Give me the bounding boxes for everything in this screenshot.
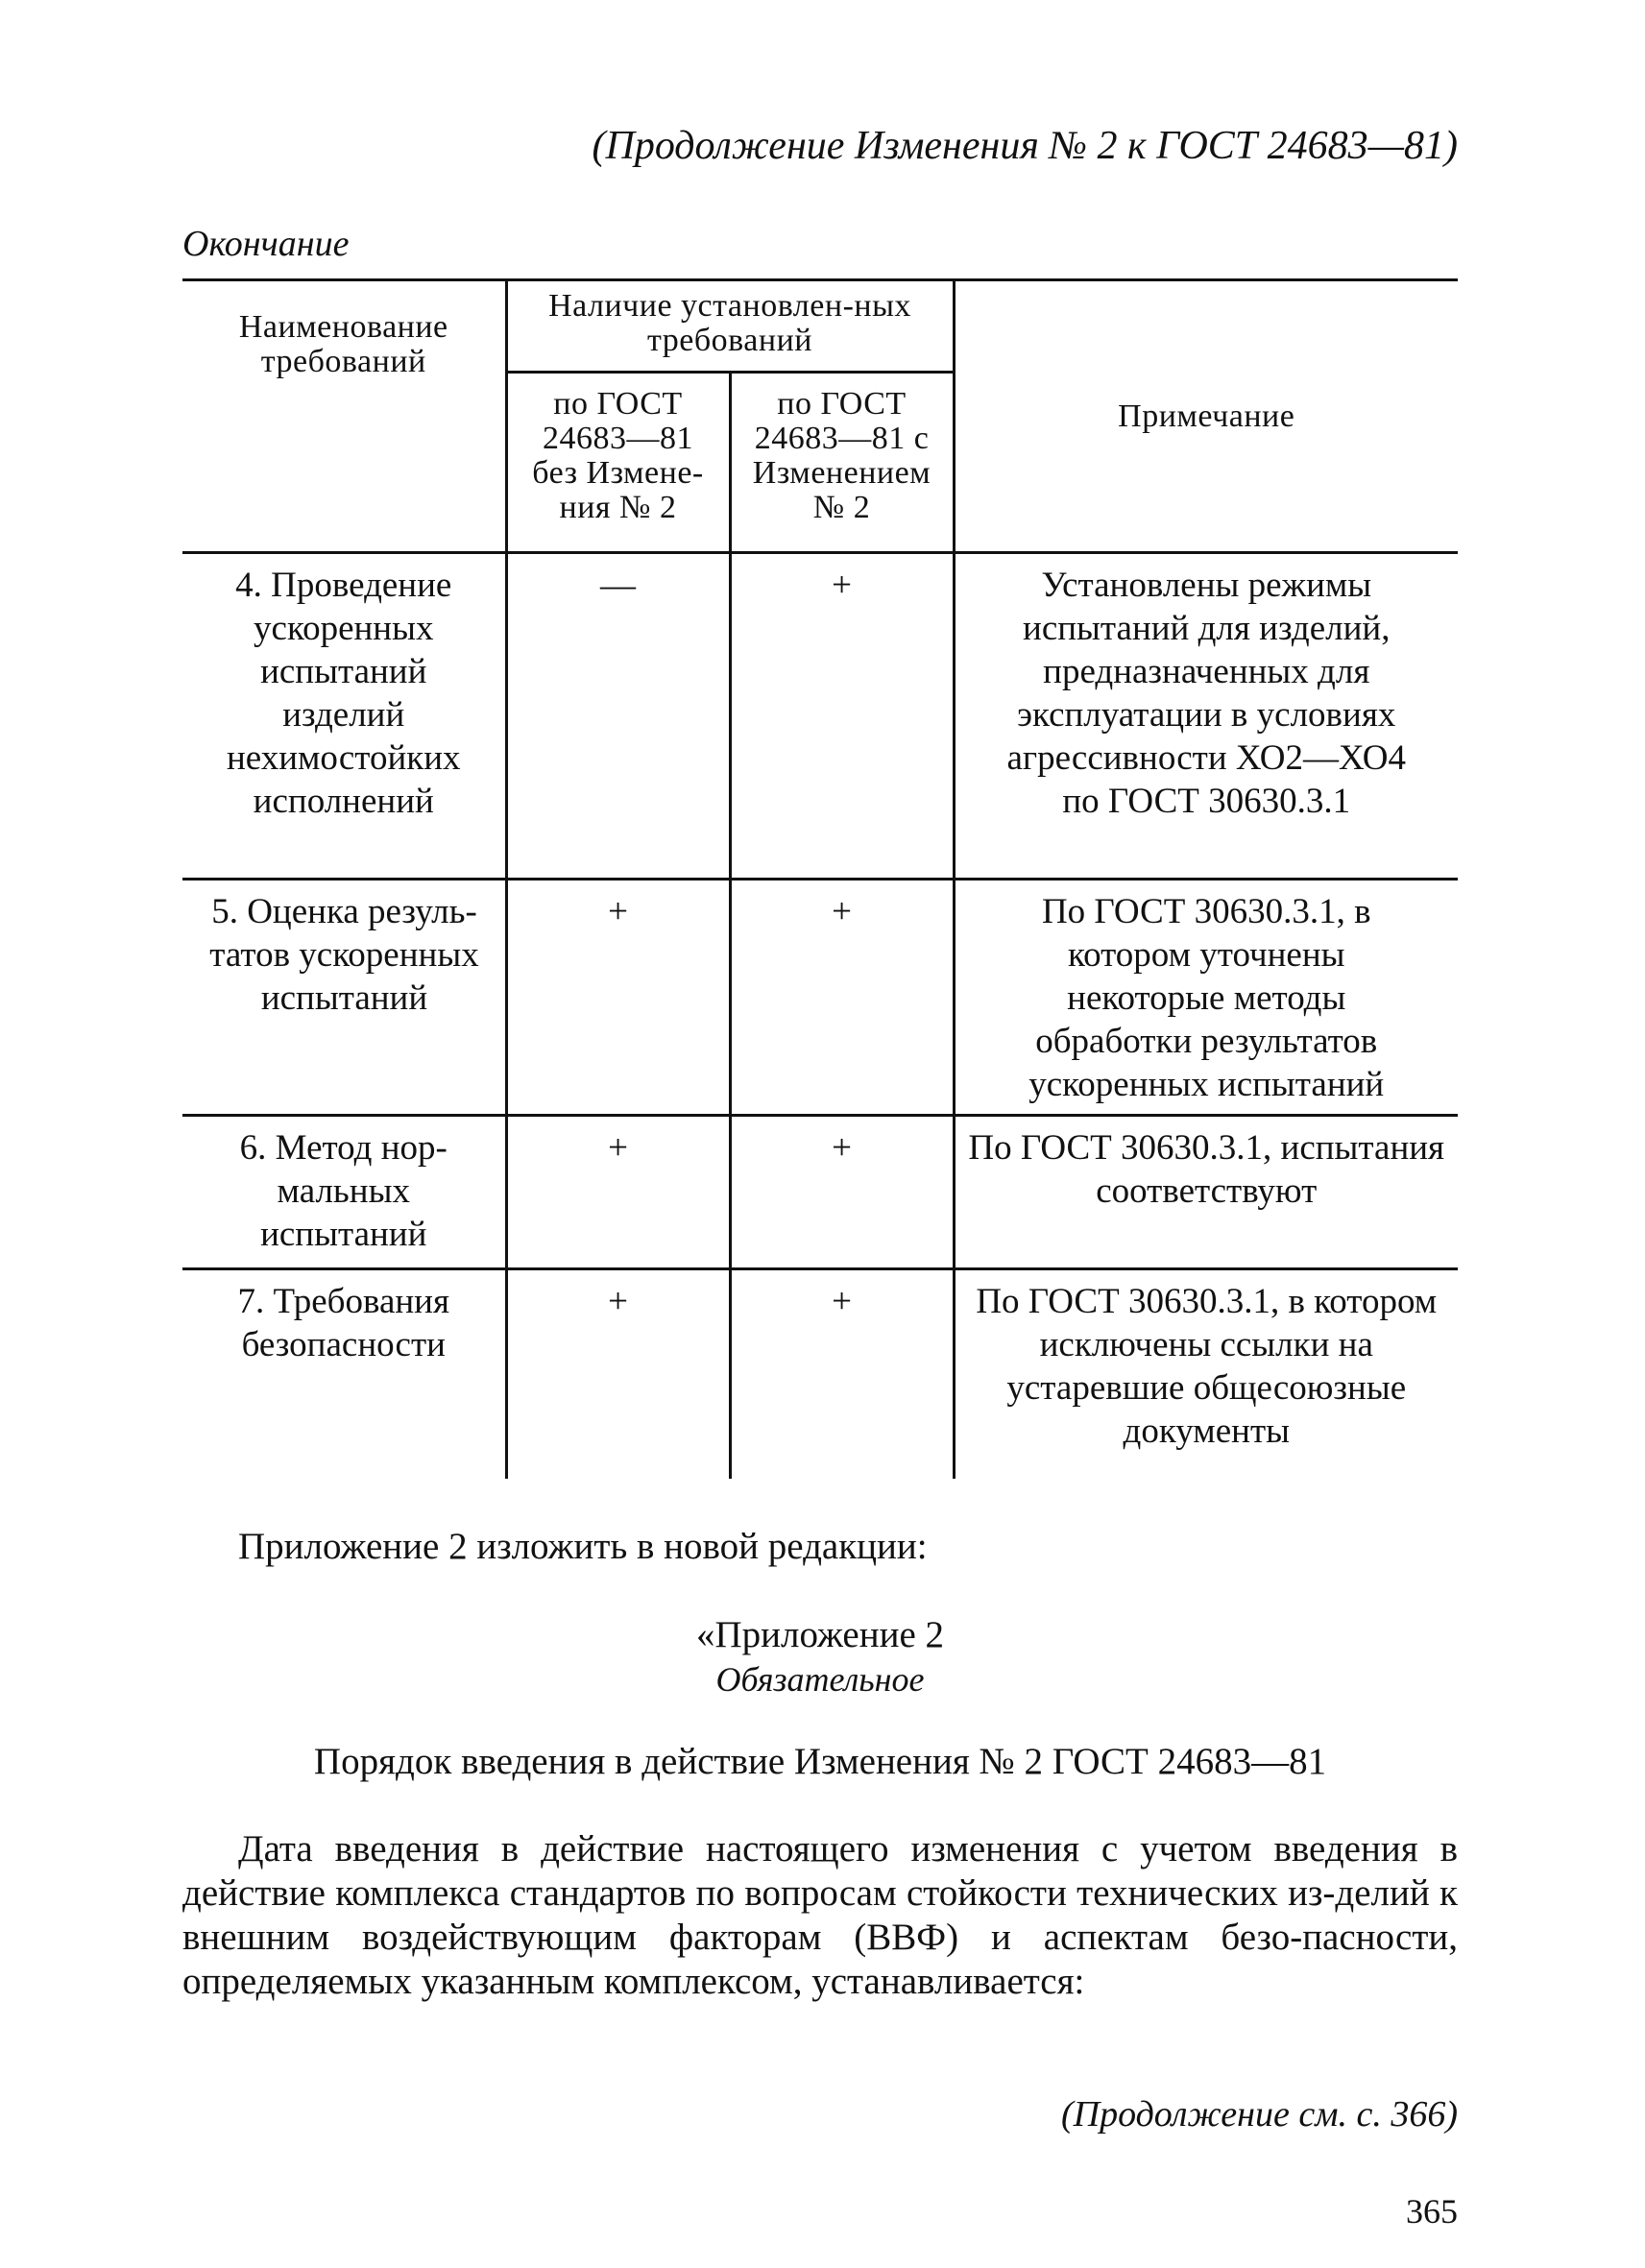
appendix-title: «Приложение 2 [695, 1614, 945, 1655]
row-name: 4. Проведение ускоренных испытаний изделий нехимостойких исполнений [226, 566, 461, 821]
instruction-text: Приложение 2 изложить в новой редакции: [238, 1526, 928, 1567]
row-with-cell [730, 1116, 954, 1269]
row-note: Установлены режимы испытаний для изделий, предназначенных для эксплуатации в условиях агрессивности ХО2—ХО4 по ГОСТ 30630.3.1 [1006, 566, 1407, 821]
col-header-presence-text: Наличие установлен-ных требований [548, 288, 911, 358]
row-name: 5. Оценка резуль-татов ускоренных испытаний [209, 892, 479, 1018]
row-note-cell [954, 1116, 1458, 1269]
procedure-title: Порядок введения в действие Изменения № 2 ГОСТ 24683—81 [313, 1741, 1327, 1782]
row-without-cell [506, 1116, 730, 1269]
row-with-cell [730, 553, 954, 880]
row-without-cell [506, 1269, 730, 1479]
row-with-cell [730, 880, 954, 1116]
col-header-note [954, 280, 1458, 553]
table-row [182, 553, 1458, 880]
continuation-header: (Продолжение Изменения № 2 к ГОСТ 24683—81) [592, 124, 1458, 168]
col-header-note-text: Примечание [1118, 398, 1295, 434]
table-row [182, 1269, 1458, 1479]
row-without-cell [506, 553, 730, 880]
col-header-with-text: по ГОСТ 24683—81 с Изменением № 2 [752, 386, 931, 525]
row-name-cell [182, 1269, 506, 1479]
row-note: По ГОСТ 30630.3.1, в котором уточнены некоторые методы обработки результатов ускоренных испытаний [1028, 892, 1385, 1104]
row-without-cell [506, 880, 730, 1116]
row-name: 6. Метод нор-мальных испытаний [239, 1128, 448, 1254]
col-header-presence [506, 280, 954, 373]
row-with-mark: + [832, 1282, 852, 1321]
row-name-cell [182, 880, 506, 1116]
row-note-cell [954, 880, 1458, 1116]
col-header-name [182, 280, 506, 553]
table-row [182, 880, 1458, 1116]
row-without-mark: + [608, 1128, 628, 1168]
col-header-without-change [506, 373, 730, 553]
row-without-mark: + [608, 892, 628, 931]
row-name-cell [182, 1116, 506, 1269]
row-without-mark: — [600, 566, 636, 605]
row-note: По ГОСТ 30630.3.1, в котором исключены ссылки на устаревшие общесоюзные документы [976, 1282, 1438, 1451]
row-with-cell [730, 1269, 954, 1479]
row-with-mark: + [832, 1128, 852, 1168]
appendix-status: Обязательное [715, 1660, 925, 1699]
row-name-cell [182, 553, 506, 880]
requirements-table [182, 278, 1458, 1479]
row-without-mark: + [608, 1282, 628, 1321]
col-header-with-change [730, 373, 954, 553]
table-label: Окончание [182, 224, 350, 264]
row-name: 7. Требования безопасности [237, 1282, 449, 1364]
row-note-cell [954, 553, 1458, 880]
row-note: По ГОСТ 30630.3.1, испытания соответствуют [968, 1128, 1445, 1211]
body-paragraph: Дата введения в действие настоящего изменения с учетом введения в действие комплекса стандартов по вопросам стойкости технических из-делий к внешним воздействующим факторам (ВВФ) и аспектам безо-пасности, определяемых указанным комплексом, устанавливается: [182, 1828, 1458, 2002]
page-number: 365 [1406, 2192, 1458, 2231]
table-row [182, 1116, 1458, 1269]
col-header-without-text: по ГОСТ 24683—81 без Измене-ния № 2 [532, 386, 704, 525]
row-with-mark: + [832, 566, 852, 605]
col-header-name-text: Наименование требований [238, 309, 448, 379]
continued-note: (Продолжение см. с. 366) [1060, 2094, 1458, 2135]
row-with-mark: + [832, 892, 852, 931]
row-note-cell [954, 1269, 1458, 1479]
